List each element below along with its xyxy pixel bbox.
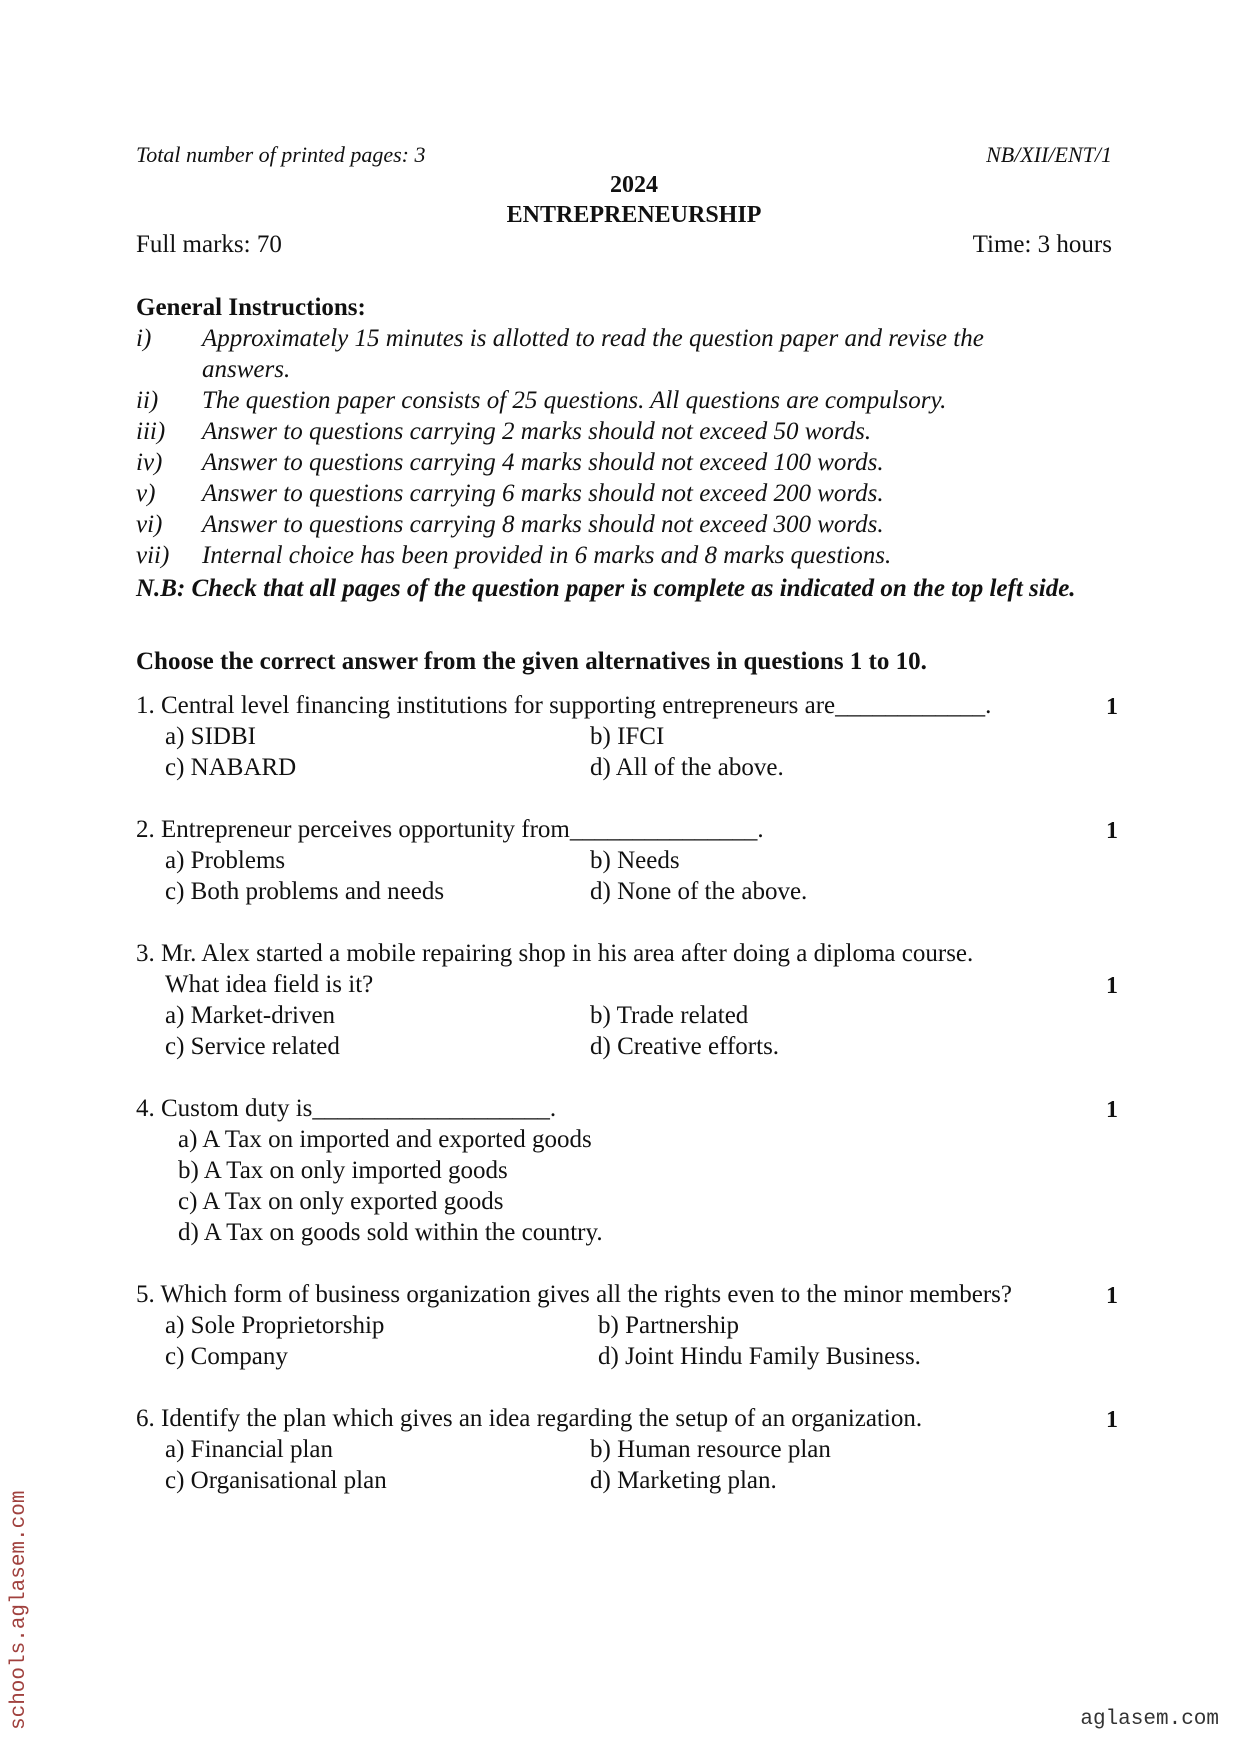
- option-a: a) Problems: [165, 847, 286, 874]
- side-watermark: schools.aglasem.com: [8, 1490, 31, 1730]
- question-text: 6. Identify the plan which gives an idea regarding the setup of an organization.: [136, 1405, 923, 1432]
- exam-year: 2024: [610, 172, 658, 198]
- question-marks: 1: [1106, 694, 1118, 720]
- question-marks: 1: [1106, 973, 1118, 999]
- full-marks: Full marks: 70: [136, 231, 282, 258]
- question-text: 1. Central level financing institutions for supporting entrepreneurs are____________.: [136, 692, 992, 719]
- option-b: b) Needs: [590, 847, 680, 874]
- option-b: b) Human resource plan: [590, 1436, 831, 1463]
- instructions-title: General Instructions:: [136, 294, 366, 321]
- option-d: d) Marketing plan.: [590, 1467, 777, 1494]
- option-a: a) Market-driven: [165, 1002, 336, 1029]
- paper-code: NB/XII/ENT/1: [986, 142, 1112, 167]
- option-d: d) Joint Hindu Family Business.: [598, 1343, 921, 1370]
- option-b: b) A Tax on only imported goods: [178, 1157, 508, 1184]
- time-allowed: Time: 3 hours: [972, 231, 1112, 258]
- footer-watermark: aglasem.com: [1080, 1708, 1219, 1731]
- question-marks: 1: [1106, 1097, 1118, 1123]
- option-a: a) Financial plan: [165, 1436, 333, 1463]
- option-c: c) Service related: [165, 1033, 340, 1060]
- question-text-continued: What idea field is it?: [165, 971, 374, 998]
- option-c: c) Both problems and needs: [165, 878, 445, 905]
- option-b: b) IFCI: [590, 723, 665, 750]
- option-b: b) Trade related: [590, 1002, 749, 1029]
- question-text: 5. Which form of business organization gives all the rights even to the minor members?: [136, 1281, 1012, 1308]
- printed-pages-note: Total number of printed pages: 3: [136, 142, 426, 167]
- question-text: 2. Entrepreneur perceives opportunity from_______________.: [136, 816, 764, 843]
- question-marks: 1: [1106, 818, 1118, 844]
- subject-title: ENTREPRENEURSHIP: [506, 202, 762, 228]
- question-text: 4. Custom duty is___________________.: [136, 1095, 557, 1122]
- option-a: a) SIDBI: [165, 723, 256, 750]
- option-c: c) Organisational plan: [165, 1467, 387, 1494]
- option-a: a) Sole Proprietorship: [165, 1312, 385, 1339]
- question-marks: 1: [1106, 1407, 1118, 1433]
- option-a: a) A Tax on imported and exported goods: [178, 1126, 592, 1153]
- option-c: c) NABARD: [165, 754, 297, 781]
- question-text: 3. Mr. Alex started a mobile repairing shop in his area after doing a diploma course.: [136, 940, 974, 967]
- option-c: c) A Tax on only exported goods: [178, 1188, 504, 1215]
- option-c: c) Company: [165, 1343, 288, 1370]
- option-d: d) A Tax on goods sold within the country.: [178, 1219, 603, 1246]
- option-d: d) All of the above.: [590, 754, 784, 781]
- section-heading: Choose the correct answer from the given alternatives in questions 1 to 10.: [136, 648, 927, 675]
- option-b: b) Partnership: [598, 1312, 739, 1339]
- question-marks: 1: [1106, 1283, 1118, 1309]
- option-d: d) Creative efforts.: [590, 1033, 780, 1060]
- nb-note: N.B: Check that all pages of the question paper is complete as indicated on the top left side.: [136, 575, 1076, 602]
- option-d: d) None of the above.: [590, 878, 808, 905]
